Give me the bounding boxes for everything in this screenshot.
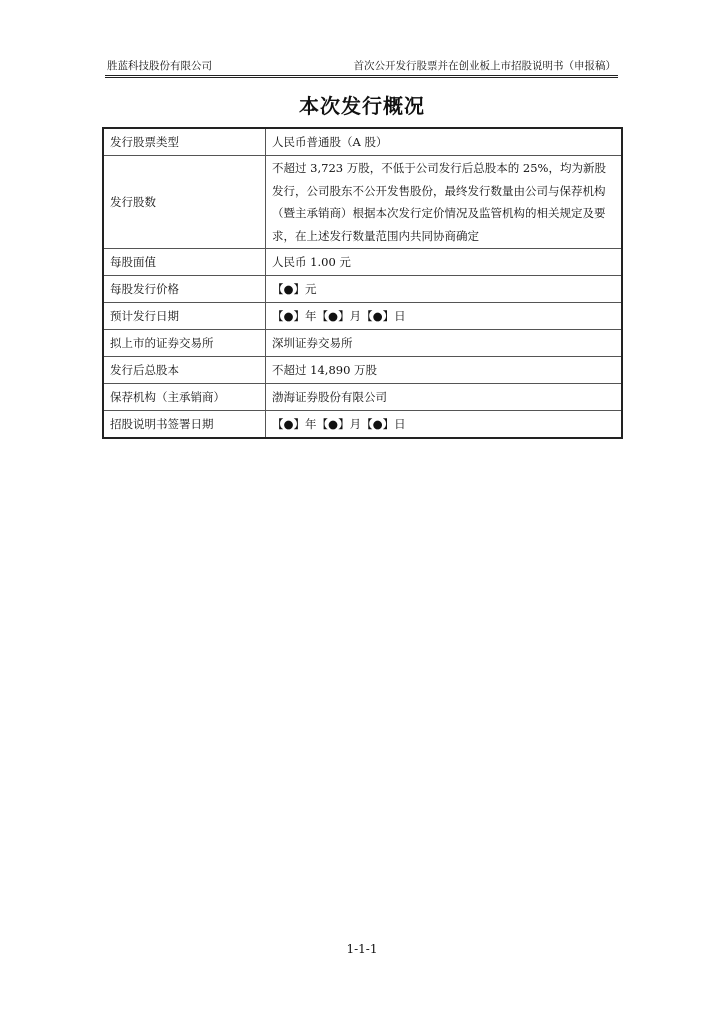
row-value: 深圳证券交易所: [266, 330, 623, 357]
row-value: 人民币普通股（A 股）: [266, 128, 623, 156]
row-value: 不超过 3,723 万股，不低于公司发行后总股本的 25%，均为新股发行，公司股东不公开发售股份，最终发行数量由公司与保荐机构（暨主承销商）根据本次发行定价情况及监管机构的相关规定及要求，在上述发行数量范围内共同协商确定: [266, 156, 623, 249]
row-value: 不超过 14,890 万股: [266, 357, 623, 384]
page-title: 本次发行概况: [299, 94, 425, 118]
running-header: [105, 58, 618, 74]
table-row: [103, 303, 622, 330]
table-row: [103, 156, 622, 249]
row-label: 发行股票类型: [103, 128, 266, 156]
row-value: 【●】年【●】月【●】日: [266, 303, 623, 330]
row-label: 每股面值: [103, 249, 266, 276]
row-value: 渤海证券股份有限公司: [266, 384, 623, 411]
row-value: 【●】年【●】月【●】日: [266, 411, 623, 439]
row-value: 人民币 1.00 元: [266, 249, 623, 276]
row-label: 保荐机构（主承销商）: [103, 384, 266, 411]
header-rule: [105, 75, 618, 76]
row-value: 【●】元: [266, 276, 623, 303]
table-row: [103, 276, 622, 303]
table-row: [103, 249, 622, 276]
row-label: 每股发行价格: [103, 276, 266, 303]
table-row: [103, 128, 622, 156]
header-document-title: 首次公开发行股票并在创业板上市招股说明书（申报稿）: [353, 60, 616, 72]
row-label: 发行后总股本: [103, 357, 266, 384]
table-row: [103, 330, 622, 357]
header-rule: [105, 77, 618, 78]
table-row: [103, 357, 622, 384]
table-row: [103, 384, 622, 411]
row-label: 招股说明书签署日期: [103, 411, 266, 439]
offering-summary-table: [102, 127, 623, 439]
page-number: 1-1-1: [346, 942, 378, 956]
row-label: 发行股数: [103, 156, 266, 249]
row-label: 预计发行日期: [103, 303, 266, 330]
row-label: 拟上市的证券交易所: [103, 330, 266, 357]
table-row: [103, 411, 622, 439]
header-company-name: 胜蓝科技股份有限公司: [107, 60, 212, 72]
